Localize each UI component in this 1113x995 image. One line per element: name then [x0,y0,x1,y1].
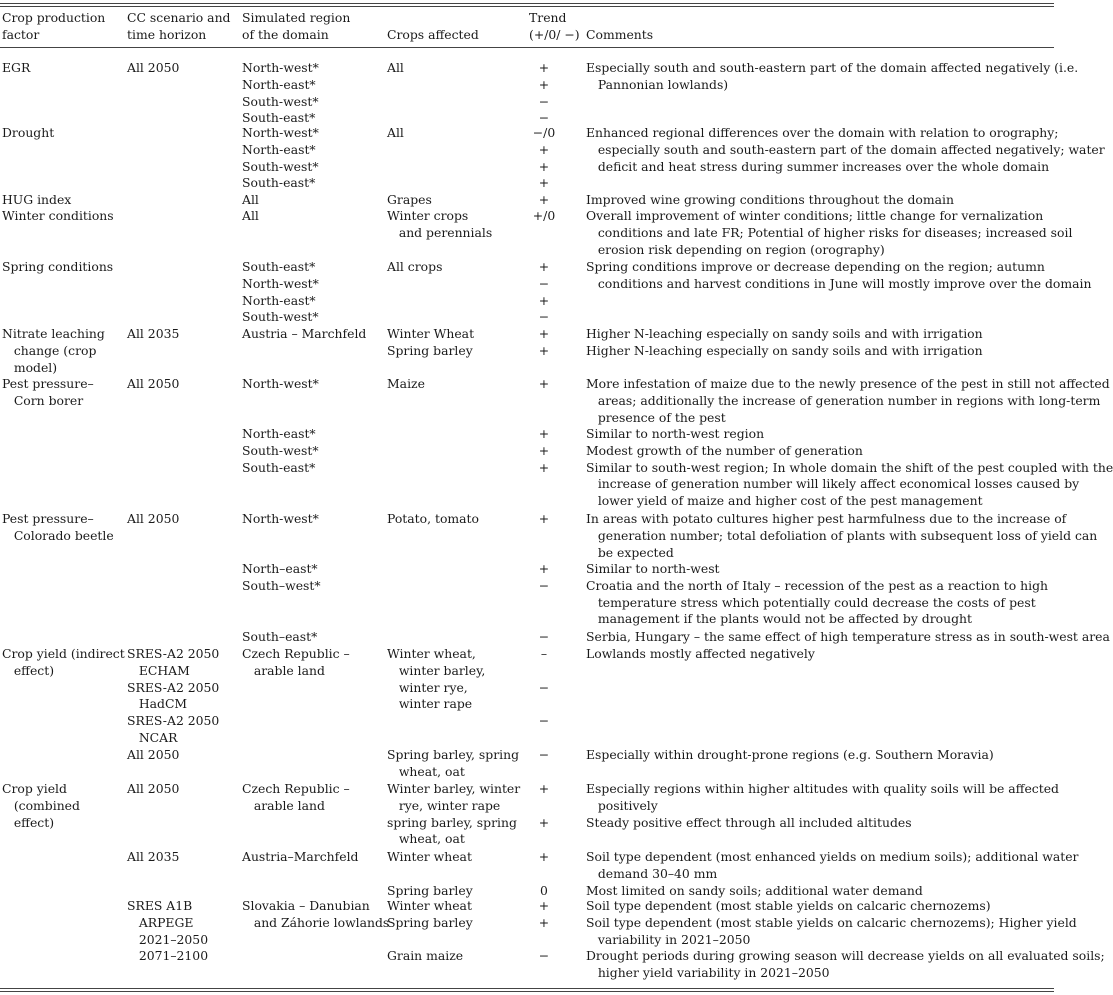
colorado-region-cell: South–east* [242,629,318,644]
colorado-scenario-cell: All 2050 [127,511,180,526]
combined-scenario-cell: All 2035 [127,849,180,864]
indirect-crops-cell: Spring barley, spring [387,747,520,762]
winter-comments-cell: Overall improvement of winter conditions; little change for vernalization [586,208,1044,223]
cornborer-comments-cell: presence of the pest [586,409,726,425]
colorado-comments-cell: temperature stress which potentially could decrease the costs of pest [586,594,1036,610]
winter-crops-cell: and perennials [387,224,493,240]
nitrate-crops-cell: Winter Wheat [387,326,475,341]
combined-crops-cell: Winter wheat [387,898,472,913]
egr-trend-cell: − [538,110,550,126]
winter-comments-cell: erosion risk depending on region (orography) [586,241,885,257]
drought-region-cell: South-east* [242,175,316,191]
indirect-scenario-cell: ECHAM [127,662,190,678]
indirect-region-cell: arable land [242,662,325,678]
egr-region-cell: North-west* [242,60,319,75]
indirect-scenario-cell: NCAR [127,730,178,745]
combined-comments-cell: Soil type dependent (most stable yields on calcaric chernozems) [586,898,991,913]
indirect-trend-cell: – [540,646,548,661]
combined-comments-cell: variability in 2021–2050 [586,931,751,947]
nitrate-trend-cell: + [538,342,550,358]
header-scenario-line: CC scenario and [127,10,231,25]
spring-region-cell: North-east* [242,292,316,308]
combined-crops-cell: Spring barley [387,914,473,930]
combined-scenario-cell: SRES A1B [127,898,193,913]
colorado-comments-cell: Croatia and the north of Italy – recession of the pest as a reaction to high [586,577,1049,593]
spring-trend-cell: − [538,275,550,291]
nitrate-comments-cell: Higher N-leaching especially on sandy soils and with irrigation [586,326,983,341]
combined-comments-cell: Soil type dependent (most stable yields on calcaric chernozems); Higher yield [586,914,1077,930]
drought-comments-cell: Enhanced regional differences over the domain with relation to orography; [586,125,1059,140]
header-region-line: Simulated region [242,10,351,25]
indirect-factor-cell: Crop yield (indirect [2,646,125,661]
combined-trend-cell: − [538,948,550,964]
colorado-comments-cell: generation number; total defoliation of plants with subsequent loss of yield can [586,527,1098,543]
combined-region-cell: arable land [242,797,325,813]
header-factor-line: Crop production [2,10,106,25]
cornborer-comments-cell: Modest growth of the number of generation [586,442,863,458]
spring-comments-cell: Spring conditions improve or decrease depending on the region; autumn [586,259,1045,274]
bottom-rule [0,988,1054,989]
egr-factor-cell: EGR [2,60,31,75]
cornborer-trend-cell: + [538,459,550,475]
colorado-trend-cell: + [538,511,550,526]
combined-trend-cell: + [538,781,550,796]
indirect-crops-cell: winter barley, [387,662,486,678]
nitrate-factor-cell: change (crop [2,342,97,358]
spring-trend-cell: + [538,259,550,274]
indirect-scenario-cell: All 2050 [127,747,180,762]
colorado-comments-cell: In areas with potato cultures higher pest harmfulness due to the increase of [586,511,1067,526]
indirect-crops-cell: winter rape [387,696,473,712]
combined-comments-cell: positively [586,797,658,813]
indirect-trend-cell: − [538,679,550,695]
cornborer-region-cell: South-east* [242,459,316,475]
spring-region-cell: South-west* [242,309,319,325]
drought-factor-cell: Drought [2,125,55,140]
cornborer-factor-cell: Corn borer [2,392,84,408]
colorado-region-cell: North–east* [242,561,318,576]
nitrate-factor-cell: model) [2,359,58,375]
combined-trend-cell: + [538,914,550,930]
drought-region-cell: South-west* [242,158,319,174]
colorado-comments-cell: management if the plants would not be affected by drought [586,611,972,627]
indirect-crops-cell: Winter wheat, [387,646,476,661]
combined-comments-cell: Most limited on sandy soils; additional water demand [586,882,923,898]
indirect-scenario-cell: SRES-A2 2050 [127,646,220,661]
egr-region-cell: South-east* [242,110,316,126]
header-crops: Crops affected [387,26,479,42]
top-rule [0,3,1054,4]
combined-comments-cell: Drought periods during growing season will decrease yields on all evaluated soils; [586,948,1105,964]
indirect-scenario-cell: SRES-A2 2050 [127,713,220,729]
drought-crops-cell: All [387,125,404,140]
combined-factor-cell: effect) [2,814,55,830]
egr-region-cell: South-west* [242,93,319,109]
egr-comments-cell: Pannonian lowlands) [586,76,729,92]
colorado-comments-cell: be expected [586,544,674,560]
combined-trend-cell: 0 [540,882,548,898]
combined-scenario-cell: ARPEGE [127,914,194,930]
combined-region-cell: Austria–Marchfeld [242,849,359,864]
cornborer-comments-cell: Similar to south-west region; In whole domain the shift of the pest coupled with the [586,459,1113,475]
hug-crops-cell: Grapes [387,192,432,207]
egr-trend-cell: − [538,93,550,109]
header-rule [0,47,1054,48]
combined-scenario-cell: 2021–2050 [127,931,209,947]
winter-trend-cell: +/0 [532,208,556,223]
combined-crops-cell: rye, winter rape [387,797,501,813]
indirect-crops-cell: winter rye, [387,679,468,695]
hug-trend-cell: + [538,192,550,207]
combined-factor-cell: (combined [2,797,80,813]
drought-trend-cell: + [538,158,550,174]
combined-scenario-cell: 2071–2100 [127,948,209,964]
colorado-comments-cell: Serbia, Hungary – the same effect of high temperature stress as in south-west area [586,629,1110,644]
colorado-trend-cell: + [538,561,550,576]
spring-comments-cell: conditions and harvest conditions in June will mostly improve over the domain [586,275,1092,291]
colorado-comments-cell: Similar to north-west [586,561,720,576]
bottom-rule-double [0,991,1054,992]
egr-region-cell: North-east* [242,76,316,92]
cornborer-scenario-cell: All 2050 [127,376,180,391]
indirect-region-cell: Czech Republic – [242,646,350,661]
combined-comments-cell: Soil type dependent (most enhanced yields on medium soils); additional water [586,849,1079,864]
hug-comments-cell: Improved wine growing conditions throughout the domain [586,192,954,207]
egr-comments-cell: Especially south and south-eastern part of the domain affected negatively (i.e. [586,60,1079,75]
cornborer-comments-cell: areas; additionally the increase of generation number in regions with long-term [586,392,1101,408]
nitrate-scenario-cell: All 2035 [127,326,180,341]
hug-factor-cell: HUG index [2,192,72,207]
combined-crops-cell: spring barley, spring [387,814,517,830]
spring-region-cell: North-west* [242,275,319,291]
cornborer-region-cell: North-west* [242,376,319,391]
cornborer-region-cell: North-east* [242,426,316,441]
colorado-trend-cell: − [538,577,550,593]
combined-crops-cell: wheat, oat [387,831,465,847]
indirect-comments-cell: Lowlands mostly affected negatively [586,646,815,661]
cornborer-trend-cell: + [538,376,550,391]
winter-region-cell: All [242,208,259,223]
spring-trend-cell: + [538,292,550,308]
hug-region-cell: All [242,192,259,207]
nitrate-factor-cell: Nitrate leaching [2,326,105,341]
colorado-factor-cell: Colorado beetle [2,527,114,543]
nitrate-comments-cell: Higher N-leaching especially on sandy soils and with irrigation [586,342,983,358]
cornborer-crops-cell: Maize [387,376,425,391]
indirect-scenario-cell: HadCM [127,696,188,712]
colorado-region-cell: North-west* [242,511,319,526]
nitrate-region-cell: Austria – Marchfeld [242,326,367,341]
indirect-trend-cell: − [538,713,550,729]
combined-trend-cell: + [538,814,550,830]
combined-trend-cell: + [538,898,550,913]
cornborer-trend-cell: + [538,426,550,441]
spring-factor-cell: Spring conditions [2,259,114,274]
combined-trend-cell: + [538,849,550,864]
header-factor-line: factor [2,26,40,42]
combined-crops-cell: Spring barley [387,882,473,898]
cornborer-comments-cell: increase of generation number will likely affect economical losses caused by [586,476,1080,492]
drought-trend-cell: + [538,141,550,157]
combined-crops-cell: Winter barley, winter [387,781,521,796]
combined-factor-cell: Crop yield [2,781,67,796]
combined-scenario-cell: All 2050 [127,781,180,796]
drought-region-cell: North-east* [242,141,316,157]
cornborer-comments-cell: lower yield of maize and higher cost of the pest management [586,493,983,509]
indirect-factor-cell: effect) [2,662,55,678]
spring-region-cell: South-east* [242,259,316,274]
cornborer-region-cell: South-west* [242,442,319,458]
spring-crops-cell: All crops [387,259,443,274]
egr-scenario-cell: All 2050 [127,60,180,75]
header-trend-line: (+/0/ −) [529,26,580,42]
colorado-factor-cell: Pest pressure– [2,511,94,526]
header-region-line: of the domain [242,26,329,42]
winter-crops-cell: Winter crops [387,208,469,223]
combined-comments-cell: Steady positive effect through all included altitudes [586,814,912,830]
combined-region-cell: and Záhorie lowlands [242,914,390,930]
nitrate-trend-cell: + [538,326,550,341]
combined-crops-cell: Winter wheat [387,849,472,864]
drought-comments-cell: especially south and south-eastern part of the domain affected negatively; water [586,141,1105,157]
egr-trend-cell: + [538,60,550,75]
combined-comments-cell: Especially regions within higher altitudes with quality soils will be affected [586,781,1059,796]
colorado-crops-cell: Potato, tomato [387,511,479,526]
egr-trend-cell: + [538,76,550,92]
top-rule-double [0,6,1054,7]
cornborer-comments-cell: Similar to north-west region [586,426,765,441]
combined-region-cell: Slovakia – Danubian [242,898,370,913]
indirect-comments-cell: Especially within drought-prone regions (e.g. Southern Moravia) [586,747,994,762]
indirect-scenario-cell: SRES-A2 2050 [127,679,220,695]
drought-trend-cell: + [538,175,550,191]
header-scenario-line: time horizon [127,26,207,42]
colorado-region-cell: South–west* [242,577,321,593]
combined-comments-cell: demand 30–40 mm [586,865,718,881]
combined-crops-cell: Grain maize [387,948,464,964]
header-comments: Comments [586,26,654,42]
nitrate-crops-cell: Spring barley [387,342,473,358]
cornborer-factor-cell: Pest pressure– [2,376,94,391]
combined-comments-cell: higher yield variability in 2021–2050 [586,965,830,981]
combined-region-cell: Czech Republic – [242,781,350,796]
drought-trend-cell: −/0 [532,125,556,140]
winter-factor-cell: Winter conditions [2,208,114,223]
indirect-crops-cell: wheat, oat [387,763,465,779]
header-trend-line: Trend [529,10,567,25]
colorado-trend-cell: − [538,629,550,644]
spring-trend-cell: − [538,309,550,325]
winter-comments-cell: conditions and late FR; Potential of higher risks for diseases; increased soil [586,224,1073,240]
egr-crops-cell: All [387,60,404,75]
cornborer-comments-cell: More infestation of maize due to the newly presence of the pest in still not affected [586,376,1110,391]
cornborer-trend-cell: + [538,442,550,458]
drought-region-cell: North-west* [242,125,319,140]
indirect-trend-cell: − [538,747,550,762]
drought-comments-cell: deficit and heat stress during summer increases over the whole domain [586,158,1050,174]
